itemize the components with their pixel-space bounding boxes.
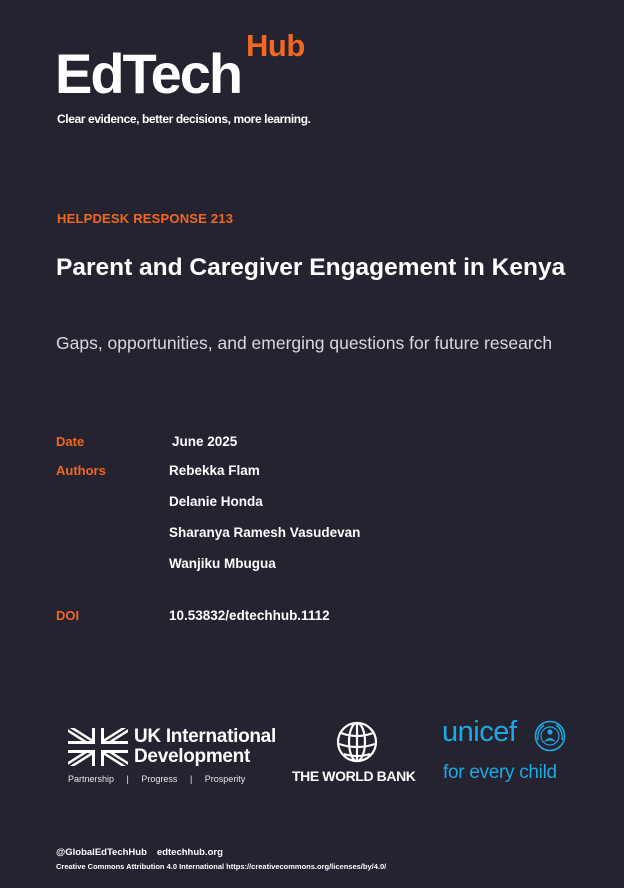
document-subtitle: Gaps, opportunities, and emerging questions for future research (56, 333, 553, 353)
doi-value: 10.53832/edtechhub.1112 (169, 608, 330, 623)
doi-label: DOI (56, 608, 80, 623)
footer-contacts (56, 847, 223, 858)
uk-tag-item: Prosperity (204, 774, 246, 784)
brand-tagline: Clear evidence, better decisions, more learning. (57, 112, 311, 126)
globe-icon (335, 720, 379, 764)
series-label: HELPDESK RESPONSE 213 (57, 211, 234, 226)
uk-logo-tagline (68, 774, 245, 784)
date-value: June 2025 (172, 434, 238, 449)
document-title: Parent and Caregiver Engagement in Kenya (56, 254, 566, 281)
uk-tag-item: Partnership (68, 774, 115, 784)
uk-logo-line-2: Development (134, 746, 251, 767)
world-bank-name: THE WORLD BANK (292, 768, 416, 784)
author-name: Wanjiku Mbugua (169, 556, 276, 571)
uk-international-development-logo (68, 727, 288, 789)
unicef-emblem-icon (534, 720, 566, 752)
uk-tag-item: Progress (141, 774, 178, 784)
date-label: Date (56, 434, 85, 449)
uk-tag-separator: | (126, 774, 129, 784)
uk-tag-separator: | (189, 774, 193, 784)
author-name: Sharanya Ramesh Vasudevan (169, 525, 361, 540)
union-jack-icon (68, 728, 128, 766)
logo-hub: Hub (246, 28, 305, 63)
world-bank-logo (292, 720, 434, 790)
unicef-wordmark: unicef (442, 716, 517, 748)
uk-logo-line-1: UK International (134, 726, 276, 747)
website-link[interactable]: edtechhub.org (156, 847, 223, 858)
unicef-tagline: for every child (443, 762, 557, 783)
social-handle[interactable]: @GlobalEdTechHub (56, 847, 147, 858)
logo-edtech: EdTech (55, 42, 242, 105)
unicef-logo (442, 716, 572, 788)
author-name: Delanie Honda (169, 494, 263, 509)
authors-label: Authors (56, 463, 106, 478)
author-name: Rebekka Flam (169, 463, 260, 478)
license-text: Creative Commons Attribution 4.0 International https://creativecommons.org/licenses/by/4.0/ (56, 862, 387, 871)
